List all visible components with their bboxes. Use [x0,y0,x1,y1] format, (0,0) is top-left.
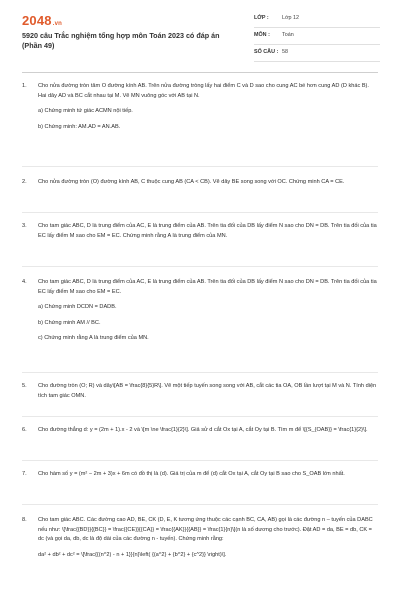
meta-row-grade [254,13,380,28]
question-number: 7. [22,471,27,477]
question-divider [22,372,378,373]
meta-value: Lớp 12 [282,15,300,21]
question-number: 4. [22,279,27,285]
logo-number: 2048 [22,13,52,28]
question-body [38,82,378,132]
question-part: da² + db² + dc² = \[\frac{{(n^2) - n + 1}}{n}\left( {(a^2} + {b^2} + {c^2}} \right)\]. [38,551,227,558]
question-part: b) Chứng minh: AM.AD = AN.AB. [38,123,121,130]
question-text: Cho tam giác ABC, D là trung điểm của AC, E là trung điểm của AB. Trên tia đối của DB lấy điểm N sao cho DN = DB. Trên tia đối của tia EC lấy điểm M sao cho EM = EC. Chứng minh rằng A là trung điểm của MN. [38,223,377,239]
question-number: 2. [22,179,27,185]
question-divider [22,416,378,417]
question-text: Cho tam giác ABC, D là trung điểm của AC, E là trung điểm của AB. Trên tia đối của DB lấy điểm N sao cho DN = DB. Trên tia đối của tia EC lấy điểm M sao cho EM = EC. [38,279,377,295]
question-body [38,516,378,560]
document-header [0,0,400,70]
question-part: b) Chứng minh AM // BC. [38,319,101,326]
question-body [38,470,378,480]
site-logo[interactable] [22,13,62,28]
meta-row-subject [254,30,380,45]
meta-table [254,13,380,64]
question-number: 8. [22,517,27,523]
question-text: Cho nửa đường tròn tâm O đường kính AB. Trên nửa đường tròng lấy hai điểm C và D sao cho cung AC bé hơn cung AD (D khác B). Hai dây AD và BC cắt nhau tại M. Vẽ MN vuông góc với AB tại N. [38,83,369,99]
logo-suffix: .vn [52,21,63,27]
document-title: 5920 câu Trắc nghiệm tổng hợp môn Toán 2023 có đáp án (Phần 49) [22,31,220,50]
question-divider [22,166,378,167]
meta-key: LỚP : [254,15,269,21]
question-number: 1. [22,83,27,89]
question-number: 5. [22,383,27,389]
meta-value: Toán [282,32,294,38]
meta-value: 58 [282,49,288,55]
question-body [38,278,378,344]
question-part: c) Chứng minh rằng A là trung điểm của MN. [38,335,149,342]
question-part: a) Chứng minh tứ giác ACMN nội tiếp. [38,108,133,115]
meta-key: SỐ CÂU : [254,49,279,55]
meta-row-count [254,47,380,62]
question-divider [22,460,378,461]
question-text: Cho nửa đường tròn (O) đường kính AB, C thuộc cung AB (CA < CB). Vẽ dây BE song song với OC. Chứng minh CA = CE. [38,179,345,185]
question-body [38,222,378,241]
question-part: a) Chứng minh DCDN = DADB. [38,304,117,311]
question-divider [22,504,378,505]
question-text: Cho đường tròn (O; R) và dây\[AB = \frac{8}{5}R\]. Vẽ một tiếp tuyến song song với AB, cắt các tia OA, OB lần lượt tại M và N. Tính diện tích tam giác OMN. [38,383,377,399]
question-text: Cho đường thẳng d: y = (2m + 1).x - 2 và \[m \ne \frac{1}{2}\]. Giả sử d cắt Ox tại A, cắt Oy tại B. Tìm m để \[{S_{OAB}} = \frac{1}{2}\]. [38,427,368,433]
question-text: Cho hàm số y = (m² − 2m + 3)x + 6m có đồ thị là (d). Giá trị của m để (d) cắt Ox tại A, cắt Oy tại B sao cho S_OAB lớn nhất. [38,471,345,477]
question-body [38,178,378,188]
question-text: Cho tam giác ABC. Các đường cao AD, BE, CK (D, E, K tương ứng thuộc các cạnh BC, CA, AB) gọi là các đường n – tuyến của DABC nếu như: \[\frac{{BD}}{{BC}} = \frac{{CE}}{{CA}} = \frac{{AK}}{{AB}} = \frac{1}{n}\](n là số dương cho trước). Đặt AD = da, BE = db, CK = dc (và gọi da, db, dc là độ dài của các đường n - tuyến). Chứng minh rằng: [38,517,373,543]
question-divider [22,266,378,267]
question-divider [22,212,378,213]
question-number: 3. [22,223,27,229]
question-number: 6. [22,427,27,433]
meta-key: MÔN : [254,32,270,38]
header-divider [22,72,378,73]
question-body [38,382,378,401]
question-body [38,426,378,436]
